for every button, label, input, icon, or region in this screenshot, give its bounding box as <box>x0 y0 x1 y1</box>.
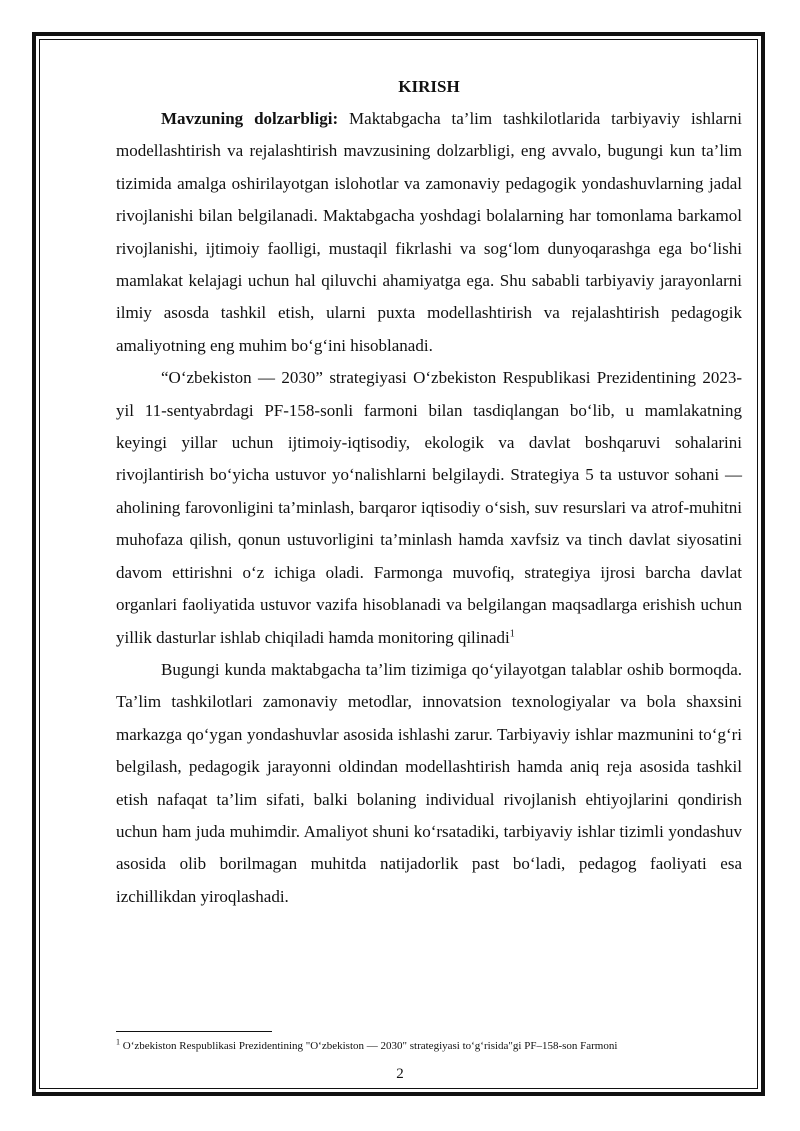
paragraph-text: Bugungi kunda maktabgacha ta’lim tizimiga qo‘yilayotgan talablar oshib bormoqda. Ta’lim tashkilotlari zamonaviy metodlar, innovatsion texnologiyalar va bola shaxsini markazga qo‘ygan yondashuvlar asosida ishlashi zarur. Tarbiyaviy ishlar mazmunini to‘g‘ri belgilash, pedagogik jarayonni oldindan modellashtirish hamda aniq reja asosida tashkil etish nafaqat ta’lim sifati, balki bolaning individual rivojlanish ehtiyojlarini qondirish uchun ham juda muhimdir. Amaliyot shuni ko‘rsatadiki, tarbiyaviy ishlar tizimli yondashuv asosida olib borilmagan muhitda natijadorlik past bo‘ladi, pedagog faoliyati esa izchillikdan yiroqlashadi. <box>116 659 742 906</box>
paragraph-lead: Mavzuning dolzarbligi: <box>161 109 339 128</box>
footnote-mark: 1 <box>116 1037 120 1047</box>
section-heading: KIRISH <box>398 77 460 96</box>
paragraph-relevance <box>116 103 742 362</box>
paragraph-strategy <box>116 362 742 654</box>
page-number: 2 <box>396 1066 404 1082</box>
footnote <box>116 1039 742 1053</box>
paragraph-text: “O‘zbekiston — 2030” strategiyasi O‘zbekiston Respublikasi Prezidentining 2023-yil 11-sentyabrdagi PF-158-sonli farmoni bilan tasdiqlangan bo‘lib, u mamlakatning keyingi yillar uchun ijtimoiy-iqtisodiy, ekologik va davlat boshqaruvi sohalarini rivojlantirish bo‘yicha ustuvor yo‘nalishlarni belgilaydi. Strategiya 5 ta ustuvor sohani — aholining farovonligini ta’minlash, barqaror iqtisodiy o‘sish, suv resurslari va atrof-muhitni muhofaza qilish, qonun ustuvorligini ta’minlash hamda xavfsiz va tinch davlat siyosatini davom ettirishni o‘z ichiga oladi. Farmonga muvofiq, strategiya ijrosi barcha davlat organlari faoliyatida ustuvor vazifa hisoblanadi va belgilangan maqsadlarga erishish uchun yillik dasturlar ishlab chiqiladi hamda monitoring qilinadi <box>116 368 742 647</box>
footnote-reference[interactable]: 1 <box>509 627 515 639</box>
page-content <box>116 71 742 913</box>
paragraph-requirements <box>116 654 742 913</box>
footnote-text: O‘zbekiston Respublikasi Prezidentining "O‘zbekiston — 2030" strategiyasi to‘g‘risida"gi PF–158-son Farmoni <box>120 1040 618 1052</box>
footnote-separator <box>116 1031 272 1032</box>
paragraph-text: Maktabgacha ta’lim tashkilotlarida tarbiyaviy ishlarni modellashtirish va rejalashtirish mavzusining dolzarbligi, eng avvalo, bugungi kun ta’lim tizimida amalga oshirilayotgan islohotlar va zamonaviy pedagogik yondashuvlarning jadal rivojlanishi bilan belgilanadi. Maktabgacha yoshdagi bolalarning har tomonlama barkamol rivojlanishi, ijtimoiy faolligi, mustaqil fikrlashi va sog‘lom dunyoqarashga ega bo‘lishi mamlakat kelajagi uchun hal qiluvchi ahamiyatga ega. Shu sababli tarbiyaviy jarayonlarni ilmiy asosda tashkil etish, ularni puxta modellashtirish va rejalashtirish pedagogik amaliyotning eng muhim bo‘g‘ini hisoblanadi. <box>116 109 742 355</box>
